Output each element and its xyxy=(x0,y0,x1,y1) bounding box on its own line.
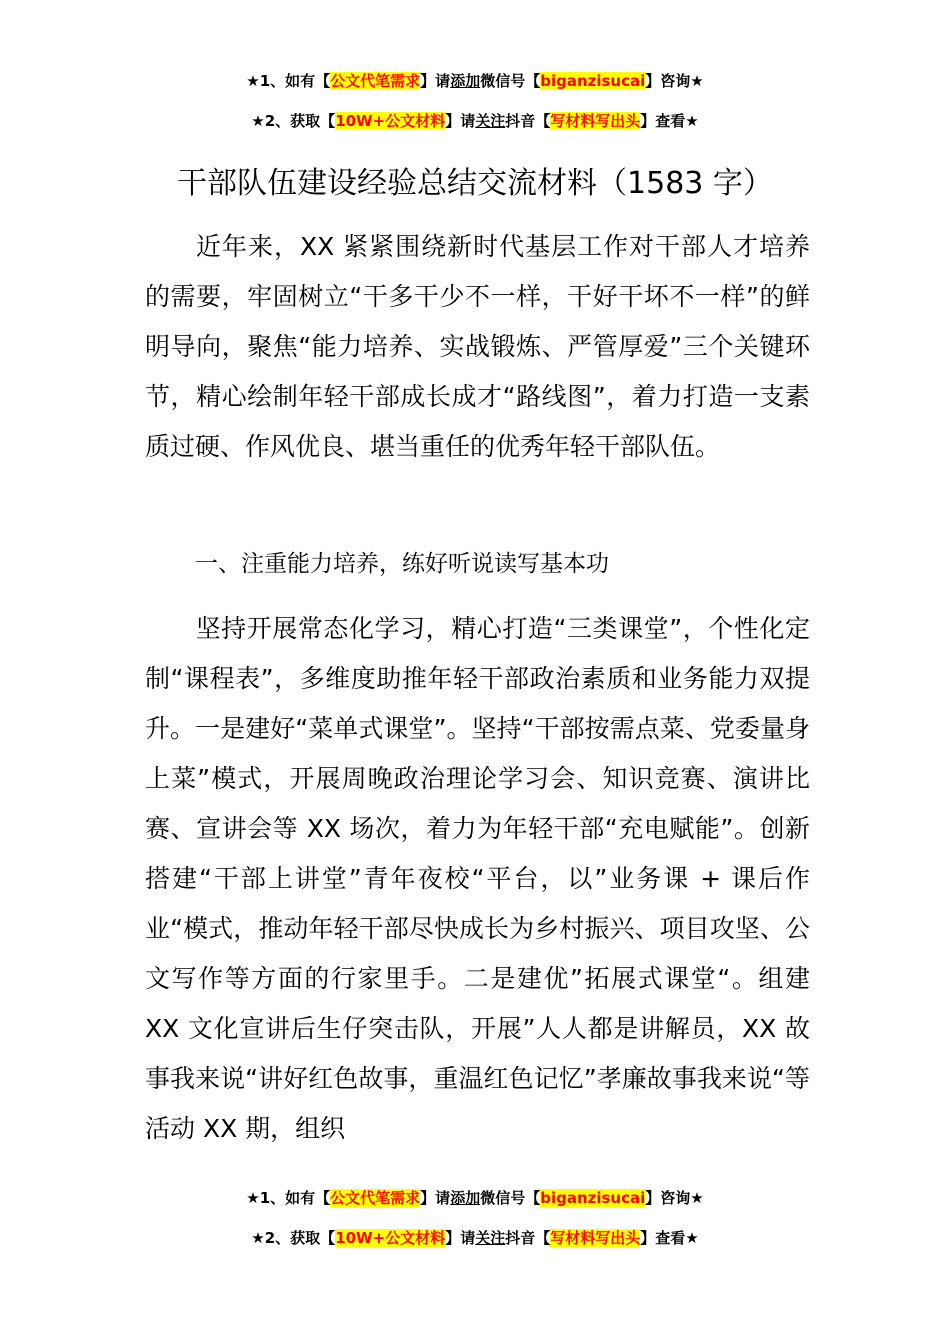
ad-text: 】请 xyxy=(420,72,451,90)
document-title: 干部队伍建设经验总结交流材料（1583 字） xyxy=(177,166,773,201)
ad-text: 】咨询★ xyxy=(645,72,704,90)
ad-highlight: 10W+公文材料 xyxy=(335,1229,446,1247)
ad-underlined-text: 添加 xyxy=(450,72,481,90)
ad-underlined-text: 关注 xyxy=(475,1229,506,1247)
ad-text: ★1、如有【 xyxy=(246,1189,331,1207)
ad-douyin-id: 写材料写出头 xyxy=(550,1229,641,1247)
ad-text: ★1、如有【 xyxy=(246,72,331,90)
ad-text: 】请 xyxy=(420,1189,451,1207)
ad-wechat-id: biganzisucai xyxy=(540,72,646,90)
ad-text: 微信号【 xyxy=(480,72,541,90)
footer-ad-line-1 xyxy=(0,1187,950,1209)
ad-underlined-text: 添加 xyxy=(450,1189,481,1207)
ad-text: ★2、获取【 xyxy=(251,112,336,130)
intro-text: 近年来，XX 紧紧围绕新时代基层工作对干部人才培养的需要，牢固树立“干多干少不一样，干好干坏不一样”的鲜明导向，聚焦“能力培养、实战锻炼、严管厚爱”三个关键环节，精心绘制年轻干部成长成才“路线图”，着力打造一支素质过硬、作风优良、堪当重任的优秀年轻干部队伍。 xyxy=(145,232,810,461)
footer-ad-line-2 xyxy=(0,1227,950,1249)
ad-highlight: 10W+公文材料 xyxy=(335,112,446,130)
ad-highlight: 公文代笔需求 xyxy=(330,72,421,90)
header-ad-line-2 xyxy=(0,110,950,132)
ad-text: 微信号【 xyxy=(480,1189,541,1207)
ad-text: 抖音【 xyxy=(505,1229,551,1247)
header-ad-line-1 xyxy=(0,70,950,92)
section-body-paragraph xyxy=(145,604,810,1154)
ad-highlight: 公文代笔需求 xyxy=(330,1189,421,1207)
ad-text: 】咨询★ xyxy=(645,1189,704,1207)
ad-text: ★2、获取【 xyxy=(251,1229,336,1247)
section-body-text: 坚持开展常态化学习，精心打造“三类课堂”，个性化定制“课程表”，多维度助推年轻干部政治素质和业务能力双提升。一是建好“菜单式课堂”。坚持“干部按需点菜、党委量身上菜”模式，开展周晚政治理论学习会、知识竞赛、演讲比赛、宣讲会等 XX 场次，着力为年轻干部“充电赋能”。创新搭建“干部上讲堂”青年夜校“平台，以”业务课 + 课后作业“模式，推动年轻干部尽快成长为乡村振兴、项目攻坚、公文写作等方面的行家里手。二是建优”拓展式课堂“。组建 XX 文化宣讲后生仔突击队，开展”人人都是讲解员，XX 故事我来说“讲好红色故事，重温红色记忆”孝廉故事我来说“等活动 XX 期，组织 xyxy=(145,614,810,1143)
ad-douyin-id: 写材料写出头 xyxy=(550,112,641,130)
ad-text: 】查看★ xyxy=(640,112,699,130)
ad-text: 】查看★ xyxy=(640,1229,699,1247)
ad-underlined-text: 关注 xyxy=(475,112,506,130)
section-heading: 一、注重能力培养，练好听说读写基本功 xyxy=(195,551,609,577)
intro-paragraph xyxy=(145,222,810,472)
ad-wechat-id: biganzisucai xyxy=(540,1189,646,1207)
ad-text: 】请 xyxy=(445,112,476,130)
ad-text: 】请 xyxy=(445,1229,476,1247)
ad-text: 抖音【 xyxy=(505,112,551,130)
